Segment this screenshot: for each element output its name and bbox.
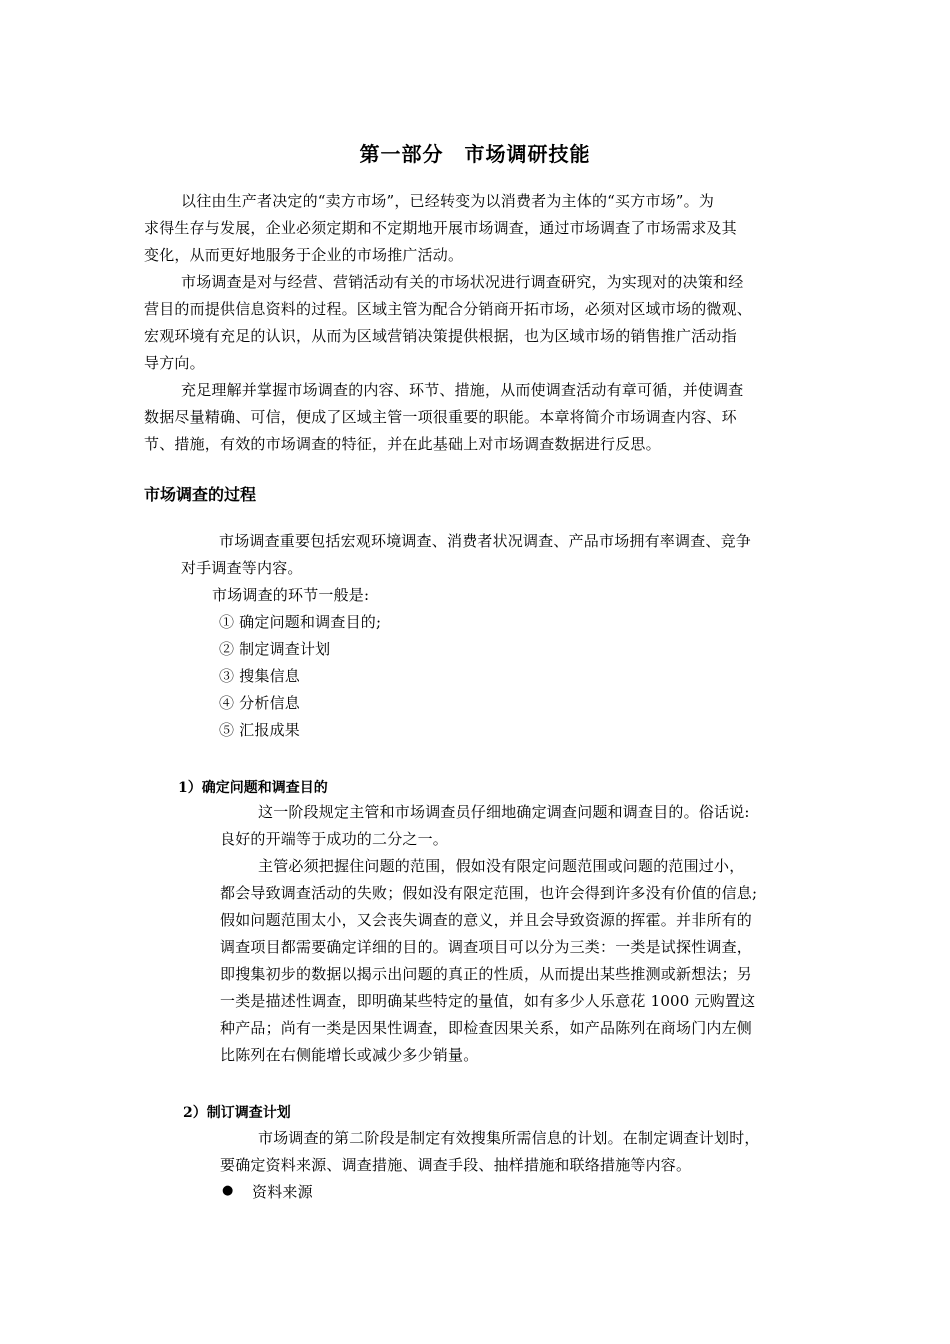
section2-p1-line: 要确定资料来源、调查措施、调查手段、抽样措施和联络措施等内容。 [220, 1156, 692, 1174]
intro-p3-line: 数据尽量精确、可信，便成了区域主管一项很重要的职能。本章将简介市场调查内容、环 [144, 408, 737, 426]
step-item: ② 制定调查计划 [219, 640, 331, 658]
intro-p2-line: 导方向。 [144, 354, 205, 372]
step-item: ① 确定问题和调查目的; [219, 613, 382, 631]
intro-p1-line: 求得生存与发展，企业必须定期和不定期地开展市场调查，通过市场调查了市场需求及其 [144, 219, 737, 237]
step-item: ⑤ 汇报成果 [219, 721, 300, 739]
section1-p2-line: 即搜集初步的数据以揭示出问题的真正的性质，从而提出某些推测或新想法；另 [220, 965, 753, 983]
section1-p2-line: 都会导致调查活动的失败；假如没有限定范围，也许会得到许多没有价值的信息; [220, 884, 758, 902]
process-para-line: 对手调查等内容。 [181, 559, 303, 577]
bullet-icon: ● [222, 1183, 234, 1198]
section1-p2-line: 调查项目都需要确定详细的目的。调查项目可以分为三类：一类是试探性调查， [220, 938, 753, 956]
intro-p3-line: 充足理解并掌握市场调查的内容、环节、措施，从而使调查活动有章可循，并使调查 [181, 381, 744, 399]
page-title: 第一部分 市场调研技能 [359, 142, 591, 166]
subsection-heading-1: 1）确定问题和调查目的 [178, 780, 328, 796]
steps-intro: 市场调查的环节一般是: [212, 586, 370, 604]
process-para-line: 市场调查重要包括宏观环境调查、消费者状况调查、产品市场拥有率调查、竞争 [219, 532, 752, 550]
section1-p2-line: 比陈列在右侧能增长或减少多少销量。 [220, 1046, 479, 1064]
step-item: ④ 分析信息 [219, 694, 300, 712]
section1-p2-line: 种产品；尚有一类是因果性调查，即检查因果关系，如产品陈列在商场门内左侧 [220, 1019, 753, 1037]
section1-p1-line: 良好的开端等于成功的二分之一。 [220, 830, 449, 848]
section2-p1-line: 市场调查的第二阶段是制定有效搜集所需信息的计划。在制定调查计划时， [258, 1129, 760, 1147]
intro-p3-line: 节、措施，有效的市场调查的特征，并在此基础上对市场调查数据进行反思。 [144, 435, 661, 453]
intro-p2-line: 市场调查是对与经营、营销活动有关的市场状况进行调查研究，为实现对的决策和经 [181, 273, 744, 291]
section1-p2-line: 一类是描述性调查，即明确某些特定的量值，如有多少人乐意花 1000 元购置这 [220, 992, 756, 1010]
section1-p1-line: 这一阶段规定主管和市场调查员仔细地确定调查问题和调查目的。俗话说: [258, 803, 750, 821]
subsection-heading-2: 2）制订调查计划 [183, 1105, 291, 1121]
bullet-item: 资料来源 [252, 1183, 313, 1201]
intro-p2-line: 宏观环境有充足的认识，从而为区域营销决策提供根据，也为区域市场的销售推广活动指 [144, 327, 737, 345]
section-heading-process: 市场调查的过程 [144, 485, 257, 504]
section1-p2-line: 假如问题范围太小，又会丧失调查的意义，并且会导致资源的挥霍。并非所有的 [220, 911, 753, 929]
intro-p1-line: 变化，从而更好地服务于企业的市场推广活动。 [144, 246, 464, 264]
step-item: ③ 搜集信息 [219, 667, 300, 685]
intro-p2-line: 营目的而提供信息资料的过程。区域主管为配合分销商开拓市场，必须对区域市场的微观、 [144, 300, 753, 318]
section1-p2-line: 主管必须把握住问题的范围，假如没有限定问题范围或问题的范围过小， [258, 857, 745, 875]
intro-p1-line: 以往由生产者决定的“卖方市场”，已经转变为以消费者为主体的“买方市场”。为 [181, 192, 715, 210]
